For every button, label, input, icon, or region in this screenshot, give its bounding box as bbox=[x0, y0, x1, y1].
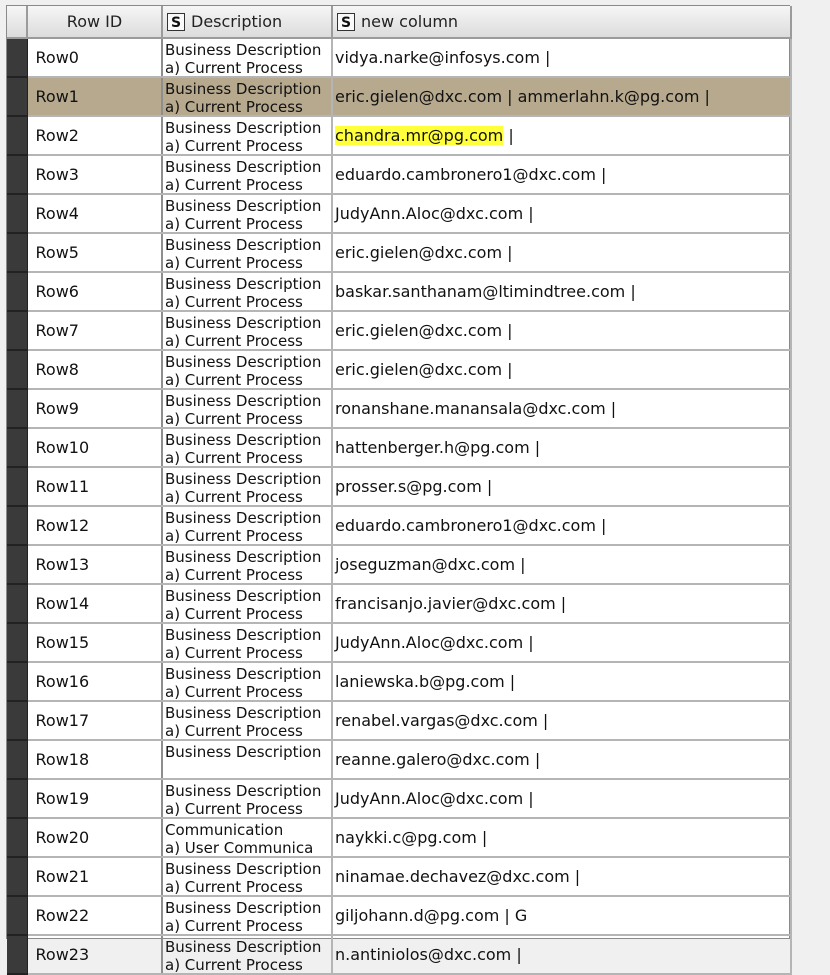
new-column-suffix: | bbox=[504, 672, 516, 691]
table-row[interactable] bbox=[7, 194, 791, 233]
new-column-value: joseguzman@dxc.com bbox=[335, 555, 516, 574]
description-line-1: Business Description bbox=[165, 236, 322, 254]
description-cell[interactable] bbox=[162, 779, 332, 818]
description-line-2: a) Current Process bbox=[165, 332, 303, 350]
table-row[interactable] bbox=[7, 584, 791, 623]
new-column-cell[interactable] bbox=[332, 38, 791, 77]
new-column-cell[interactable] bbox=[332, 311, 791, 350]
row-marker[interactable] bbox=[7, 272, 27, 311]
description-cell[interactable] bbox=[162, 38, 332, 77]
new-column-value: eric.gielen@dxc.com bbox=[335, 243, 503, 262]
description-cell[interactable] bbox=[162, 818, 332, 857]
new-column-value: eric.gielen@dxc.com bbox=[335, 360, 503, 379]
description-cell[interactable] bbox=[162, 389, 332, 428]
new-column-cell[interactable] bbox=[332, 506, 791, 545]
new-column-suffix: | bbox=[515, 555, 526, 574]
description-line-1: Business Description bbox=[165, 587, 322, 605]
description-line-2: a) Current Process bbox=[165, 605, 303, 623]
row-marker[interactable] bbox=[7, 38, 27, 77]
description-line-1: Business Description bbox=[165, 899, 322, 917]
new-column-cell[interactable] bbox=[332, 77, 791, 116]
description-cell[interactable] bbox=[162, 311, 332, 350]
new-column-suffix: | bbox=[502, 360, 513, 379]
description-cell[interactable] bbox=[162, 623, 332, 662]
row-id-cell[interactable] bbox=[27, 428, 162, 467]
description-line-2: a) Current Process bbox=[165, 371, 303, 389]
row-id-cell[interactable] bbox=[27, 818, 162, 857]
table-row[interactable] bbox=[7, 896, 791, 935]
description-cell[interactable] bbox=[162, 272, 332, 311]
description-line-2: a) Current Process bbox=[165, 410, 303, 428]
row-marker[interactable] bbox=[7, 623, 27, 662]
row-id-label: Row15 bbox=[35, 633, 90, 652]
row-id-label: Row0 bbox=[35, 48, 79, 67]
new-column-value: eduardo.cambronero1@dxc.com bbox=[335, 165, 596, 184]
description-line-1: Business Description bbox=[165, 158, 322, 176]
description-cell[interactable] bbox=[162, 896, 332, 935]
description-cell[interactable] bbox=[162, 662, 332, 701]
new-column-cell[interactable] bbox=[332, 233, 791, 272]
new-column-cell[interactable] bbox=[332, 116, 791, 155]
row-marker[interactable] bbox=[7, 350, 27, 389]
new-column-suffix: | bbox=[523, 204, 534, 223]
description-cell[interactable] bbox=[162, 701, 332, 740]
row-id-label: Row11 bbox=[35, 477, 90, 496]
description-line-2: a) Current Process bbox=[165, 137, 303, 155]
row-id-label: Row18 bbox=[35, 750, 90, 769]
new-column-value: eric.gielen@dxc.com | ammerlahn.k@pg.com bbox=[335, 87, 700, 106]
new-column-suffix: | bbox=[537, 711, 549, 730]
row-id-cell[interactable] bbox=[27, 701, 162, 740]
description-cell[interactable] bbox=[162, 77, 332, 116]
description-cell[interactable] bbox=[162, 857, 332, 896]
row-id-label: Row6 bbox=[35, 282, 79, 301]
new-column-value: ronanshane.manansala@dxc.com bbox=[335, 399, 606, 418]
row-marker[interactable] bbox=[7, 584, 27, 623]
row-id-label: Row9 bbox=[35, 399, 79, 418]
description-line-2: a) Current Process bbox=[165, 878, 303, 896]
table-row[interactable] bbox=[7, 389, 791, 428]
new-column-cell[interactable] bbox=[332, 584, 791, 623]
row-id-cell[interactable] bbox=[27, 155, 162, 194]
new-column-suffix: | bbox=[699, 87, 710, 106]
new-column-value: renabel.vargas@dxc.com bbox=[335, 711, 538, 730]
description-line-1: Business Description bbox=[165, 353, 322, 371]
new-column-cell[interactable] bbox=[332, 623, 791, 662]
new-column-suffix: | bbox=[595, 165, 607, 184]
new-column-value: vidya.narke@infosys.com bbox=[335, 48, 540, 67]
new-column-cell[interactable] bbox=[332, 389, 791, 428]
new-column-cell[interactable] bbox=[332, 350, 791, 389]
new-column-value: chandra.mr@pg.com bbox=[335, 126, 504, 145]
description-line-2: a) Current Process bbox=[165, 293, 303, 311]
description-line-1: Business Description bbox=[165, 860, 322, 878]
description-line-1: Business Description bbox=[165, 392, 322, 410]
table-row[interactable] bbox=[7, 935, 791, 974]
new-column-value: n.antiniolos@dxc.com bbox=[335, 945, 512, 964]
new-column-value: ninamae.dechavez@dxc.com bbox=[335, 867, 570, 886]
row-marker[interactable] bbox=[7, 194, 27, 233]
description-line-2: a) Current Process bbox=[165, 254, 303, 272]
row-id-cell[interactable] bbox=[27, 545, 162, 584]
column-header-new-column[interactable] bbox=[332, 6, 791, 38]
row-marker[interactable] bbox=[7, 701, 27, 740]
row-id-label: Row21 bbox=[35, 867, 90, 886]
new-column-value: eric.gielen@dxc.com bbox=[335, 321, 503, 340]
row-id-cell[interactable] bbox=[27, 584, 162, 623]
new-column-suffix: | bbox=[595, 516, 607, 535]
new-column-suffix: | bbox=[481, 477, 493, 496]
row-id-cell[interactable] bbox=[27, 896, 162, 935]
row-id-label: Row5 bbox=[35, 243, 79, 262]
new-column-suffix: | bbox=[502, 243, 513, 262]
header-corner bbox=[7, 6, 27, 38]
row-id-label: Row20 bbox=[35, 828, 90, 847]
row-id-cell[interactable] bbox=[27, 194, 162, 233]
string-type-icon: S bbox=[337, 13, 355, 31]
column-header-description[interactable] bbox=[162, 6, 332, 38]
row-id-cell[interactable] bbox=[27, 467, 162, 506]
description-line-1: Business Description bbox=[165, 665, 322, 683]
new-column-value: JudyAnn.Aloc@dxc.com bbox=[335, 789, 524, 808]
description-line-1: Business Description bbox=[165, 314, 322, 332]
row-id-cell[interactable] bbox=[27, 116, 162, 155]
description-line-2: a) Current Process bbox=[165, 956, 303, 974]
new-column-suffix: | bbox=[502, 321, 513, 340]
description-line-2: a) Current Process bbox=[165, 527, 303, 545]
row-id-label: Row19 bbox=[35, 789, 90, 808]
new-column-suffix: | bbox=[569, 867, 581, 886]
row-id-label: Row12 bbox=[35, 516, 90, 535]
description-line-1: Business Description bbox=[165, 80, 322, 98]
header-row bbox=[7, 6, 791, 38]
description-cell[interactable] bbox=[162, 935, 332, 974]
row-id-cell[interactable] bbox=[27, 38, 162, 77]
description-line-1: Business Description bbox=[165, 470, 322, 488]
description-cell[interactable] bbox=[162, 545, 332, 584]
row-id-cell[interactable] bbox=[27, 740, 162, 779]
row-id-cell[interactable] bbox=[27, 233, 162, 272]
table-row[interactable] bbox=[7, 428, 791, 467]
description-cell[interactable] bbox=[162, 428, 332, 467]
row-marker[interactable] bbox=[7, 506, 27, 545]
description-line-1: Business Description bbox=[165, 41, 322, 59]
table-row[interactable] bbox=[7, 506, 791, 545]
new-column-suffix: | bbox=[555, 594, 567, 613]
new-column-value: JudyAnn.Aloc@dxc.com bbox=[335, 633, 524, 652]
row-id-cell[interactable] bbox=[27, 350, 162, 389]
description-line-2: a) Current Process bbox=[165, 176, 303, 194]
row-id-label: Row8 bbox=[35, 360, 79, 379]
row-marker[interactable] bbox=[7, 467, 27, 506]
new-column-value: laniewska.b@pg.com bbox=[335, 672, 505, 691]
description-line-2: a) Current Process bbox=[165, 683, 303, 701]
new-column-value: giljohann.d@pg.com bbox=[335, 906, 500, 925]
column-header-label: Description bbox=[191, 12, 283, 31]
row-id-cell[interactable] bbox=[27, 77, 162, 116]
table-row[interactable] bbox=[7, 467, 791, 506]
new-column-cell[interactable] bbox=[332, 818, 791, 857]
description-line-2: a) User Communica bbox=[165, 839, 314, 857]
table-row[interactable] bbox=[7, 272, 791, 311]
table-row[interactable] bbox=[7, 77, 791, 116]
description-line-1: Business Description bbox=[165, 119, 322, 137]
new-column-suffix: | bbox=[476, 828, 488, 847]
row-marker[interactable] bbox=[7, 662, 27, 701]
row-id-cell[interactable] bbox=[27, 389, 162, 428]
description-line-2: a) Current Process bbox=[165, 98, 303, 116]
description-line-1: Business Description bbox=[165, 626, 322, 644]
row-id-cell[interactable] bbox=[27, 935, 162, 974]
new-column-suffix: | bbox=[523, 633, 534, 652]
row-id-label: Row4 bbox=[35, 204, 79, 223]
description-line-2: a) Current Process bbox=[165, 644, 303, 662]
new-column-suffix: | bbox=[529, 750, 541, 769]
description-line-2: a) Current Process bbox=[165, 215, 303, 233]
row-marker[interactable] bbox=[7, 896, 27, 935]
row-id-cell[interactable] bbox=[27, 779, 162, 818]
row-id-label: Row3 bbox=[35, 165, 79, 184]
row-marker[interactable] bbox=[7, 389, 27, 428]
description-line-1: Business Description bbox=[165, 275, 322, 293]
description-line-2: a) Current Process bbox=[165, 800, 303, 818]
row-marker[interactable] bbox=[7, 545, 27, 584]
new-column-value: prosser.s@pg.com bbox=[335, 477, 482, 496]
description-cell[interactable] bbox=[162, 233, 332, 272]
new-column-value: hattenberger.h@pg.com bbox=[335, 438, 530, 457]
row-id-label: Row10 bbox=[35, 438, 90, 457]
description-cell[interactable] bbox=[162, 584, 332, 623]
description-line-1: Communication bbox=[165, 821, 284, 839]
description-cell[interactable] bbox=[162, 116, 332, 155]
table-row[interactable] bbox=[7, 857, 791, 896]
description-line-1: Business Description bbox=[165, 548, 322, 566]
new-column-cell[interactable] bbox=[332, 896, 791, 935]
new-column-cell[interactable] bbox=[332, 857, 791, 896]
table-row[interactable] bbox=[7, 233, 791, 272]
description-line-1: Business Description bbox=[165, 938, 322, 956]
new-column-suffix: | bbox=[625, 282, 636, 301]
new-column-cell[interactable] bbox=[332, 428, 791, 467]
row-id-label: Row13 bbox=[35, 555, 90, 574]
row-id-label: Row23 bbox=[35, 945, 90, 964]
row-id-label: Row2 bbox=[35, 126, 79, 145]
table-row[interactable] bbox=[7, 545, 791, 584]
column-header-label: new column bbox=[361, 12, 459, 31]
description-line-2: a) Current Process bbox=[165, 488, 303, 506]
row-id-cell[interactable] bbox=[27, 506, 162, 545]
table-row[interactable] bbox=[7, 350, 791, 389]
new-column-value: reanne.galero@dxc.com bbox=[335, 750, 530, 769]
new-column-suffix: | bbox=[523, 789, 534, 808]
description-line-1: Business Description bbox=[165, 509, 322, 527]
new-column-value: JudyAnn.Aloc@dxc.com bbox=[335, 204, 524, 223]
description-line-1: Business Description bbox=[165, 431, 322, 449]
column-header-label: Row ID bbox=[66, 12, 123, 31]
description-line-2: a) Current Process bbox=[165, 449, 303, 467]
row-id-label: Row1 bbox=[35, 87, 79, 106]
string-type-icon: S bbox=[167, 13, 185, 31]
row-marker[interactable] bbox=[7, 779, 27, 818]
column-header-row-id[interactable] bbox=[27, 6, 162, 38]
description-line-1: Business Description bbox=[165, 782, 322, 800]
row-marker[interactable] bbox=[7, 155, 27, 194]
new-column-suffix: | bbox=[529, 438, 541, 457]
description-line-2: a) Current Process bbox=[165, 722, 303, 740]
table-row[interactable] bbox=[7, 116, 791, 155]
description-line-1: Business Description bbox=[165, 197, 322, 215]
table-row[interactable] bbox=[7, 740, 791, 779]
table-row[interactable] bbox=[7, 311, 791, 350]
description-cell[interactable] bbox=[162, 350, 332, 389]
row-marker[interactable] bbox=[7, 740, 27, 779]
data-table-panel bbox=[6, 5, 790, 974]
new-column-cell[interactable] bbox=[332, 662, 791, 701]
row-id-label: Row16 bbox=[35, 672, 90, 691]
description-line-2: a) Current Process bbox=[165, 566, 303, 584]
row-id-cell[interactable] bbox=[27, 623, 162, 662]
description-cell[interactable] bbox=[162, 506, 332, 545]
row-id-label: Row22 bbox=[35, 906, 90, 925]
new-column-suffix: | G bbox=[499, 906, 528, 925]
row-marker[interactable] bbox=[7, 428, 27, 467]
table-body bbox=[7, 38, 791, 974]
row-marker[interactable] bbox=[7, 233, 27, 272]
row-id-label: Row14 bbox=[35, 594, 90, 613]
row-marker[interactable] bbox=[7, 311, 27, 350]
row-marker[interactable] bbox=[7, 857, 27, 896]
new-column-value: naykki.c@pg.com bbox=[335, 828, 477, 847]
table-row[interactable] bbox=[7, 38, 791, 77]
description-line-2: a) Current Process bbox=[165, 59, 303, 77]
table-row[interactable] bbox=[7, 155, 791, 194]
data-table bbox=[7, 6, 792, 975]
description-cell[interactable] bbox=[162, 155, 332, 194]
new-column-cell[interactable] bbox=[332, 935, 791, 974]
description-cell[interactable] bbox=[162, 740, 332, 779]
row-marker[interactable] bbox=[7, 77, 27, 116]
new-column-cell[interactable] bbox=[332, 272, 791, 311]
new-column-cell[interactable] bbox=[332, 545, 791, 584]
description-cell[interactable] bbox=[162, 467, 332, 506]
new-column-cell[interactable] bbox=[332, 194, 791, 233]
table-row[interactable] bbox=[7, 818, 791, 857]
table-row[interactable] bbox=[7, 701, 791, 740]
new-column-suffix: | bbox=[511, 945, 522, 964]
new-column-value: eduardo.cambronero1@dxc.com bbox=[335, 516, 596, 535]
description-line-2: a) Current Process bbox=[165, 917, 303, 935]
table-row[interactable] bbox=[7, 623, 791, 662]
row-id-label: Row17 bbox=[35, 711, 90, 730]
description-line-1: Business Description bbox=[165, 704, 322, 722]
row-id-cell[interactable] bbox=[27, 311, 162, 350]
row-id-cell[interactable] bbox=[27, 272, 162, 311]
row-id-cell[interactable] bbox=[27, 662, 162, 701]
new-column-value: francisanjo.javier@dxc.com bbox=[335, 594, 556, 613]
description-cell[interactable] bbox=[162, 194, 332, 233]
table-row[interactable] bbox=[7, 662, 791, 701]
table-row[interactable] bbox=[7, 779, 791, 818]
new-column-suffix: | bbox=[605, 399, 617, 418]
row-id-cell[interactable] bbox=[27, 857, 162, 896]
new-column-cell[interactable] bbox=[332, 155, 791, 194]
new-column-suffix: | bbox=[503, 126, 514, 145]
new-column-cell[interactable] bbox=[332, 701, 791, 740]
new-column-cell[interactable] bbox=[332, 779, 791, 818]
description-line-1: Business Description bbox=[165, 743, 322, 761]
row-marker[interactable] bbox=[7, 818, 27, 857]
new-column-suffix: | bbox=[539, 48, 551, 67]
new-column-cell[interactable] bbox=[332, 467, 791, 506]
new-column-value: baskar.santhanam@ltimindtree.com bbox=[335, 282, 626, 301]
row-marker[interactable] bbox=[7, 935, 27, 974]
row-id-label: Row7 bbox=[35, 321, 79, 340]
row-marker[interactable] bbox=[7, 116, 27, 155]
new-column-cell[interactable] bbox=[332, 740, 791, 779]
